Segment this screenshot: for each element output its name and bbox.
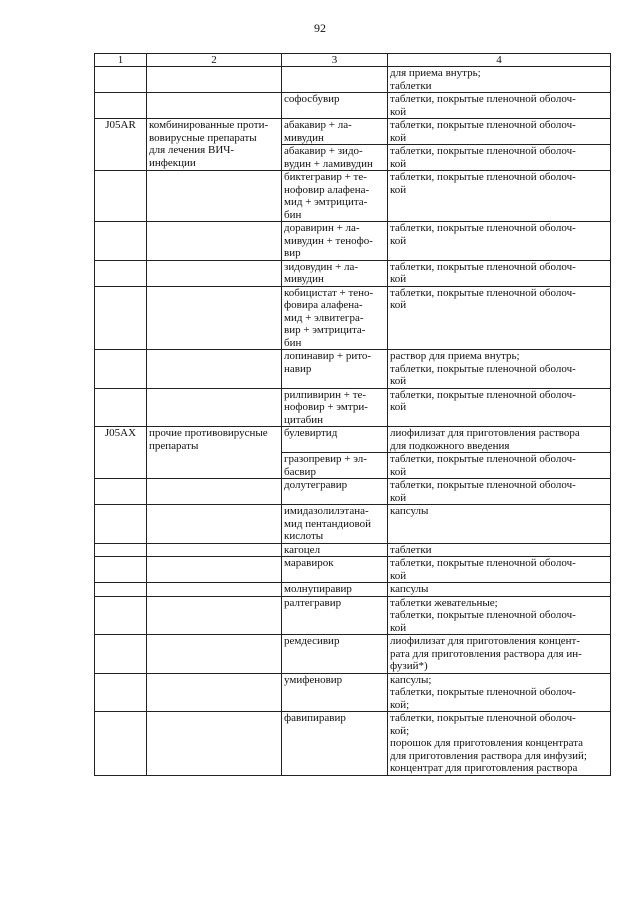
group-name-cell: [147, 596, 282, 635]
dosage-form-cell: [388, 350, 611, 389]
dosage-form-cell-line: кой: [390, 299, 407, 311]
drug-name-cell-line: нофовир алафена-: [284, 183, 370, 196]
table-row: [95, 635, 611, 674]
group-name-cell: [147, 119, 282, 171]
group-name-cell: [147, 583, 282, 597]
dosage-form-cell: [388, 286, 611, 350]
dosage-form-cell-line: таблетки, покрытые пленочной оболоч-: [390, 479, 576, 491]
drug-name-cell: [282, 673, 388, 712]
dosage-form-cell-line: таблетки: [390, 79, 432, 92]
dosage-form-cell-line: таблетки, покрытые пленочной оболоч-: [390, 93, 576, 105]
dosage-form-cell: [388, 635, 611, 674]
drug-name-cell: [282, 93, 388, 119]
group-name-cell-line: инфекции: [149, 156, 196, 169]
drug-name-cell-line: нофовир + эмтри-: [284, 401, 368, 413]
drug-name-cell-line: ремдесивир: [284, 635, 340, 647]
dosage-form-cell: [388, 479, 611, 505]
drug-name-cell-line: имидазолилэтана-: [284, 505, 369, 517]
group-name-cell: [147, 635, 282, 674]
atc-code-cell: [95, 557, 147, 583]
drug-name-cell-line: зидовудин + ла-: [284, 260, 359, 273]
drug-name-cell: [282, 171, 388, 222]
drug-name-cell: [282, 119, 388, 145]
group-name-cell: [147, 427, 282, 479]
atc-code-cell: [95, 171, 147, 222]
atc-code-cell: [95, 479, 147, 505]
dosage-form-cell-line: кой: [390, 157, 407, 170]
dosage-form-cell: [388, 557, 611, 583]
group-name-cell: [147, 171, 282, 222]
dosage-form-cell-line: таблетки, покрытые пленочной оболоч-: [390, 145, 576, 157]
drug-name-cell-line: фавипиравир: [284, 712, 346, 724]
dosage-form-cell-line: кой: [390, 401, 407, 413]
dosage-form-cell: [388, 543, 611, 557]
drug-name-cell: [282, 543, 388, 557]
drug-name-cell-line: бин: [284, 336, 302, 349]
dosage-form-cell-line: кой: [390, 375, 407, 387]
group-name-cell-line: вовирусные препараты: [149, 131, 257, 144]
drug-name-cell-line: рилпивирин + те-: [284, 388, 367, 401]
atc-code-cell: J05AR: [95, 119, 147, 171]
table-row: [95, 543, 611, 557]
drug-name-cell-line: кислоты: [284, 530, 324, 542]
drug-name-cell-line: вир: [284, 247, 301, 259]
dosage-form-cell-line: кой: [390, 569, 407, 582]
drug-name-cell: [282, 596, 388, 635]
dosage-form-cell-line: для приема внутрь;: [390, 67, 481, 79]
column-header: 1: [95, 54, 147, 67]
atc-code-cell: [95, 260, 147, 286]
drug-name-cell-line: умифеновир: [284, 673, 343, 686]
group-name-cell: [147, 350, 282, 389]
drug-name-cell: [282, 286, 388, 350]
dosage-form-cell-line: кой: [390, 273, 407, 285]
dosage-form-cell-line: капсулы;: [390, 673, 432, 686]
drug-name-cell-line: биктегравир + те-: [284, 171, 367, 183]
dosage-form-cell: [388, 453, 611, 479]
group-name-cell: [147, 286, 282, 350]
group-name-cell-line: комбинированные проти-: [149, 119, 269, 131]
table-row: [95, 479, 611, 505]
table-row: [95, 673, 611, 712]
drug-name-cell-line: молнупиравир: [284, 583, 352, 595]
drug-name-cell: [282, 350, 388, 389]
group-name-cell-line: препараты: [149, 439, 199, 452]
drug-name-cell: [282, 427, 388, 453]
atc-code-cell: [95, 93, 147, 119]
dosage-form-cell-line: порошок для приготовления концентрата: [390, 737, 584, 749]
drug-name-cell-line: вир + эмтрицита-: [284, 324, 366, 336]
table-row: [95, 596, 611, 635]
atc-code-cell: [95, 67, 147, 93]
group-name-cell-line: для лечения ВИЧ-: [149, 144, 235, 156]
dosage-form-cell-line: фузий*): [390, 660, 428, 672]
drug-name-cell-line: гразопревир + эл-: [284, 453, 367, 465]
dosage-form-cell-line: таблетки, покрытые пленочной оболоч-: [390, 119, 576, 131]
table-row: [95, 557, 611, 583]
dosage-form-cell-line: таблетки, покрытые пленочной оболоч-: [390, 260, 576, 273]
atc-code-cell: [95, 222, 147, 261]
group-name-cell: [147, 557, 282, 583]
table-row: [95, 286, 611, 350]
drug-name-cell-line: басвир: [284, 465, 316, 478]
dosage-form-cell: [388, 712, 611, 776]
drug-name-cell-line: долутегравир: [284, 479, 348, 491]
dosage-form-cell-line: концентрат для приготовления раствора: [390, 762, 578, 774]
drug-name-cell-line: абакавир + ла-: [284, 119, 352, 131]
dosage-form-cell-line: таблетки: [390, 543, 432, 556]
atc-code-cell: [95, 505, 147, 544]
drug-name-cell-line: бин: [284, 208, 302, 221]
drug-name-cell-line: кобицистат + тено-: [284, 286, 374, 299]
table-row: [95, 119, 611, 145]
dosage-form-cell-line: лиофилизат для приготовления раствора: [390, 427, 580, 439]
group-name-cell: [147, 543, 282, 557]
group-name-cell: [147, 67, 282, 93]
atc-code-cell: [95, 388, 147, 427]
dosage-form-cell-line: кой: [390, 491, 407, 504]
group-name-cell: [147, 388, 282, 427]
drug-name-cell: [282, 145, 388, 171]
dosage-form-cell-line: лиофилизат для приготовления концент-: [390, 635, 580, 647]
dosage-form-cell-line: капсулы: [390, 505, 429, 517]
dosage-form-cell: [388, 171, 611, 222]
dosage-form-cell: [388, 596, 611, 635]
dosage-form-cell-line: таблетки, покрытые пленочной оболоч-: [390, 362, 576, 375]
dosage-form-cell-line: кой: [390, 131, 407, 144]
table-row: [95, 67, 611, 93]
dosage-form-cell: [388, 145, 611, 171]
drug-name-cell: [282, 583, 388, 597]
atc-code-cell: [95, 635, 147, 674]
drug-name-cell-line: мивудин + тенофо-: [284, 234, 373, 247]
atc-code-cell: [95, 596, 147, 635]
dosage-form-cell-line: для подкожного введения: [390, 439, 510, 452]
group-name-cell: [147, 93, 282, 119]
drug-name-cell-line: софосбувир: [284, 93, 340, 105]
group-name-cell: [147, 712, 282, 776]
table-header-row: [95, 54, 611, 67]
table-row: [95, 505, 611, 544]
dosage-form-cell-line: кой: [390, 621, 407, 634]
drug-name-cell-line: фовира алафена-: [284, 299, 363, 311]
drug-name-cell: [282, 712, 388, 776]
dosage-form-cell-line: кой: [390, 183, 407, 196]
atc-code-cell: [95, 583, 147, 597]
drug-name-cell: [282, 505, 388, 544]
table-row: [95, 222, 611, 261]
dosage-form-cell-line: кой: [390, 105, 407, 118]
atc-code-cell: J05AX: [95, 427, 147, 479]
drug-name-cell: [282, 557, 388, 583]
dosage-form-cell-line: рата для приготовления раствора для ин-: [390, 647, 582, 660]
drug-name-cell-line: цитабин: [284, 413, 323, 426]
dosage-form-cell-line: таблетки, покрытые пленочной оболоч-: [390, 222, 576, 234]
dosage-form-cell-line: таблетки, покрытые пленочной оболоч-: [390, 557, 576, 569]
dosage-form-cell-line: таблетки, покрытые пленочной оболоч-: [390, 712, 576, 724]
group-name-cell-line: прочие противовирусные: [149, 427, 268, 439]
dosage-form-cell: [388, 93, 611, 119]
dosage-form-cell-line: таблетки, покрытые пленочной оболоч-: [390, 286, 576, 299]
dosage-form-cell: [388, 583, 611, 597]
atc-code-cell: [95, 286, 147, 350]
column-header: 2: [147, 54, 282, 67]
drug-name-cell-line: ралтегравир: [284, 596, 342, 609]
drug-name-cell-line: вудин + ламивудин: [284, 157, 373, 170]
dosage-form-cell-line: таблетки, покрытые пленочной оболоч-: [390, 686, 576, 698]
drug-name-cell: [282, 67, 388, 93]
drug-name-cell-line: кагоцел: [284, 543, 321, 556]
column-header: 4: [388, 54, 611, 67]
table-row: [95, 388, 611, 427]
dosage-form-cell-line: таблетки, покрытые пленочной оболоч-: [390, 171, 576, 183]
dosage-form-cell-line: таблетки, покрытые пленочной оболоч-: [390, 388, 576, 401]
group-name-cell: [147, 222, 282, 261]
drug-name-cell-line: лопинавир + рито-: [284, 350, 372, 362]
dosage-form-cell: [388, 673, 611, 712]
dosage-form-cell: [388, 119, 611, 145]
dosage-form-cell: [388, 67, 611, 93]
drug-name-cell: [282, 453, 388, 479]
dosage-form-cell-line: раствор для приема внутрь;: [390, 350, 520, 362]
drug-name-cell: [282, 479, 388, 505]
dosage-form-cell-line: кой: [390, 465, 407, 478]
table-row: [95, 583, 611, 597]
dosage-form-cell: [388, 260, 611, 286]
page-number: 92: [314, 21, 326, 35]
table-row: [95, 427, 611, 453]
drug-name-cell: [282, 222, 388, 261]
group-name-cell: [147, 260, 282, 286]
drug-name-cell: [282, 260, 388, 286]
table-row: [95, 93, 611, 119]
table-row: [95, 350, 611, 389]
dosage-form-cell: [388, 505, 611, 544]
group-name-cell: [147, 505, 282, 544]
drug-name-cell-line: абакавир + зидо-: [284, 145, 363, 157]
dosage-form-cell-line: капсулы: [390, 583, 429, 595]
table-row: [95, 712, 611, 776]
dosage-form-cell: [388, 427, 611, 453]
drug-name-cell-line: булевиртид: [284, 427, 338, 439]
dosage-form-cell-line: таблетки, покрытые пленочной оболоч-: [390, 609, 576, 621]
dosage-form-cell-line: кой;: [390, 698, 410, 711]
atc-code-cell: [95, 712, 147, 776]
table-row: [95, 260, 611, 286]
dosage-form-cell: [388, 388, 611, 427]
drug-table: [94, 53, 611, 776]
dosage-form-cell-line: кой;: [390, 724, 410, 737]
column-header: 3: [282, 54, 388, 67]
drug-name-cell-line: доравирин + ла-: [284, 222, 360, 234]
drug-name-cell-line: мид + элвитегра-: [284, 311, 364, 324]
drug-name-cell-line: навир: [284, 362, 312, 375]
group-name-cell: [147, 479, 282, 505]
dosage-form-cell-line: таблетки, покрытые пленочной оболоч-: [390, 453, 576, 465]
dosage-form-cell: [388, 222, 611, 261]
drug-name-cell: [282, 388, 388, 427]
dosage-form-cell-line: кой: [390, 234, 407, 247]
table-row: [95, 171, 611, 222]
drug-name-cell-line: мивудин: [284, 131, 324, 144]
dosage-form-cell-line: для приготовления раствора для инфузий;: [390, 749, 587, 762]
dosage-form-cell-line: таблетки жевательные;: [390, 596, 498, 609]
drug-name-cell-line: мид пентандиовой: [284, 517, 372, 530]
drug-name-cell: [282, 635, 388, 674]
drug-name-cell-line: маравирок: [284, 557, 334, 569]
atc-code-cell: [95, 673, 147, 712]
drug-name-cell-line: мид + эмтрицита-: [284, 196, 368, 208]
drug-name-cell-line: мивудин: [284, 273, 324, 285]
atc-code-cell: [95, 350, 147, 389]
group-name-cell: [147, 673, 282, 712]
atc-code-cell: [95, 543, 147, 557]
